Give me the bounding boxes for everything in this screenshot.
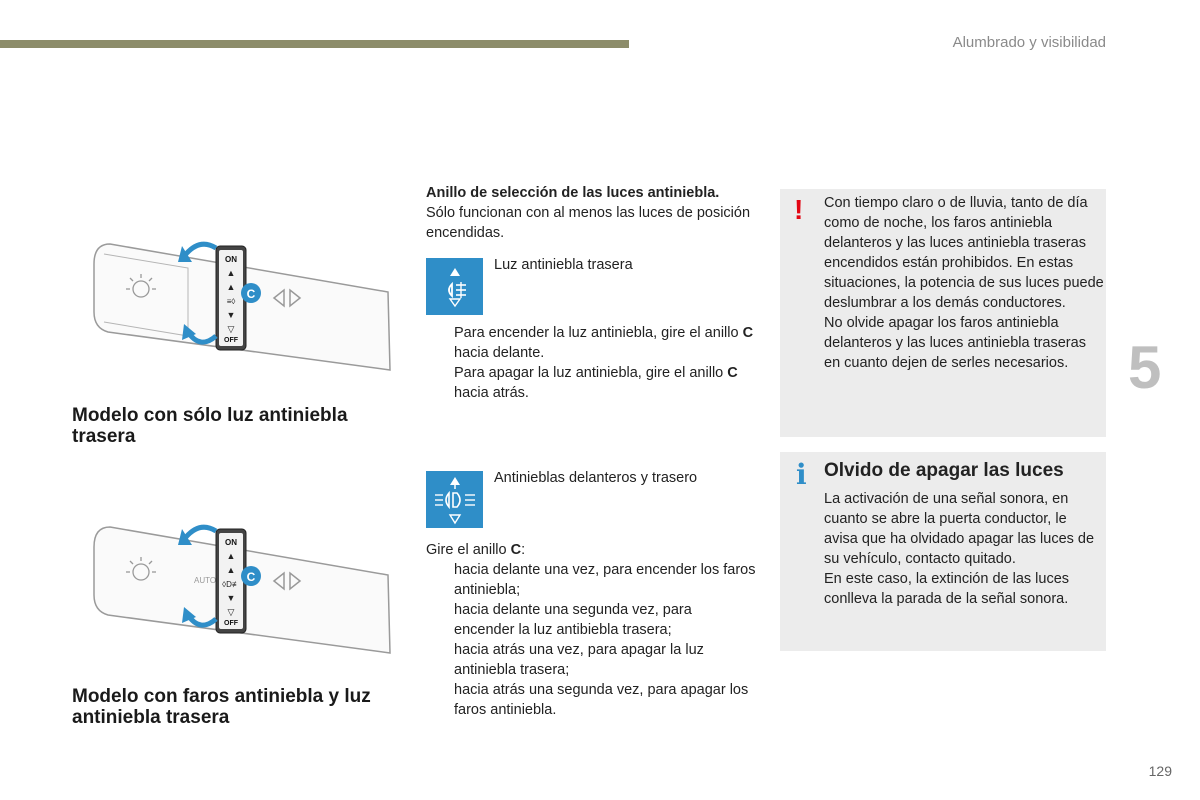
auto-label: AUTO <box>194 576 217 585</box>
ring-intro: Sólo funcionan con al menos las luces de posición encendidas. <box>426 205 751 241</box>
stalk-illustration-rear-fog <box>88 232 400 372</box>
section-title: Alumbrado y visibilidad <box>952 34 1106 51</box>
header-bar <box>0 40 629 48</box>
svg-text:C: C <box>246 570 256 584</box>
front-rear-fog-label: Antinieblas delanteros y trasero <box>494 470 698 486</box>
rear-fog-instructions <box>426 323 756 403</box>
svg-text:▲: ▲ <box>226 282 236 292</box>
svg-text:▼: ▼ <box>226 310 236 320</box>
warning-icon: ! <box>794 194 804 225</box>
stalk-illustration-front-rear-fog <box>88 515 400 655</box>
front-rear-fog-instructions <box>426 540 756 720</box>
list-item: hacia delante una vez, para encender los faros antiniebla; <box>454 562 756 598</box>
list-item: Para apagar la luz antiniebla, gire el anillo C hacia atrás. <box>454 365 738 401</box>
svg-text:▽: ▽ <box>227 607 235 617</box>
list-item: hacia atrás una segunda vez, para apagar los faros antiniebla. <box>454 682 749 718</box>
svg-text:▲: ▲ <box>226 268 236 278</box>
svg-text:▽: ▽ <box>227 324 235 334</box>
list-item: hacia atrás una vez, para apagar la luz antiniebla trasera; <box>454 642 704 678</box>
ring-description <box>426 183 756 243</box>
info-text: La activación de una señal sonora, en cuanto se abre la puerta conductor, le avisa que ha olvidado apagar las luces de su vehículo, contacto quitado. En este caso, la extinción de las luces conlleva la parada de la señal sonora. <box>824 491 1095 607</box>
list-item: Para encender la luz antiniebla, gire el anillo C hacia delante. <box>454 325 754 361</box>
on-label: ON <box>225 255 237 264</box>
svg-text:≡◊: ≡◊ <box>226 297 236 306</box>
warning-text: Con tiempo claro o de lluvia, tanto de día como de noche, los faros antiniebla delanteros y las luces antiniebla traseras encendidos están prohibidos. En estas situaciones, la potencia de sus luces puede deslumbrar a los demás conductores. No olvide apagar los faros antiniebla delanteros y las luces antiniebla traseras en cuanto dejen de serles necesarios. <box>824 195 1104 371</box>
info-title: Olvido de apagar las luces <box>824 460 1064 481</box>
rear-fog-label: Luz antiniebla trasera <box>494 257 633 273</box>
svg-text:▲: ▲ <box>226 551 236 561</box>
svg-text:▲: ▲ <box>226 565 236 575</box>
svg-text:◊D≢: ◊D≢ <box>222 580 240 589</box>
off-label: OFF <box>224 337 238 344</box>
ring-heading: Anillo de selección de las luces antiniebla. <box>426 185 720 201</box>
rotate-forward-arrow-icon <box>186 527 216 537</box>
front-rear-fog-icon <box>426 471 483 528</box>
on-label: ON <box>225 538 237 547</box>
figure-caption-front-rear-fog: Modelo con faros antiniebla y luz antiniebla trasera <box>72 686 371 728</box>
off-label: OFF <box>224 620 238 627</box>
svg-text:C: C <box>246 287 256 301</box>
page-number: 129 <box>1148 763 1172 779</box>
info-icon: i <box>796 458 807 491</box>
svg-text:▼: ▼ <box>226 593 236 603</box>
rear-fog-icon <box>426 258 483 315</box>
instructions-lead: Gire el anillo C: <box>426 542 526 558</box>
rotate-forward-arrow-icon <box>186 244 216 254</box>
chapter-number: 5 <box>1128 334 1162 401</box>
list-item: hacia delante una segunda vez, para encender la luz antibiebla trasera; <box>454 602 692 638</box>
figure-caption-rear-fog: Modelo con sólo luz antiniebla trasera <box>72 405 348 447</box>
